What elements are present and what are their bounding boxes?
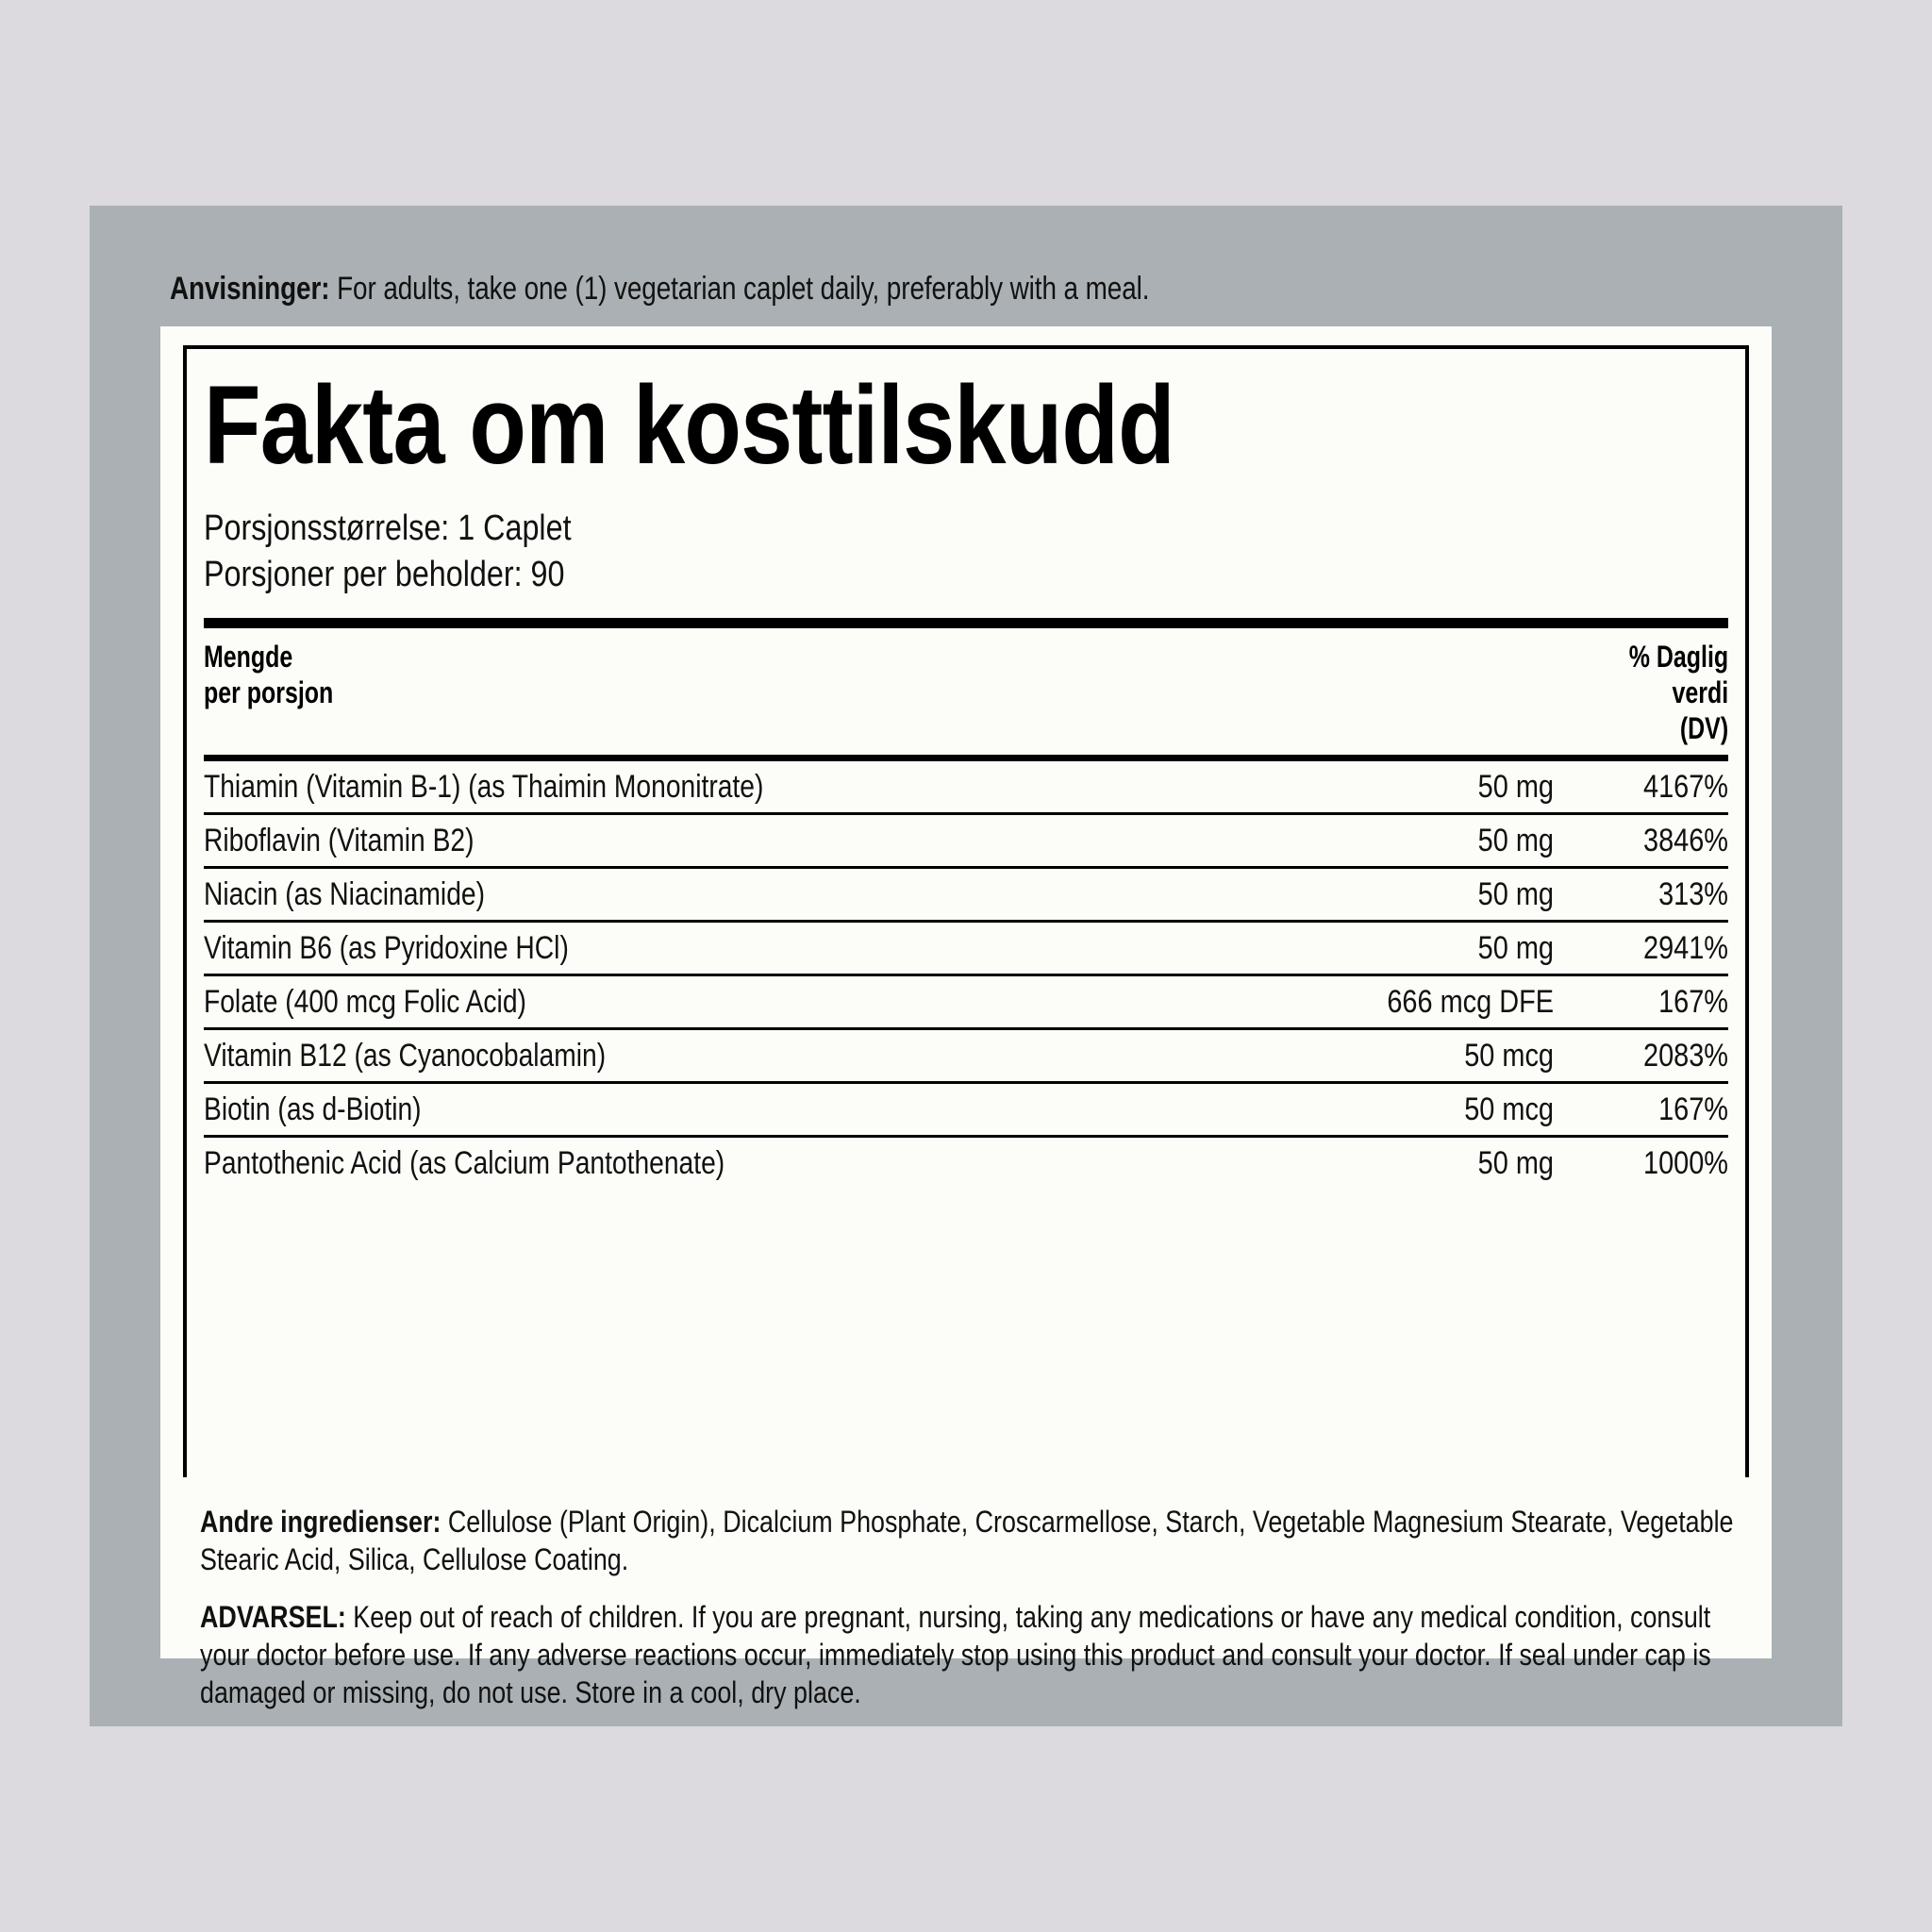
nutrient-daily-value: 167% — [1658, 983, 1728, 1020]
nutrient-table — [204, 761, 1728, 1189]
nutrient-name: Riboflavin (Vitamin B2) — [204, 822, 475, 858]
nutrient-daily-value: 2941% — [1643, 929, 1728, 966]
table-row — [204, 869, 1728, 923]
table-column-headers — [204, 628, 1728, 754]
amount-per-serving-header — [204, 640, 333, 711]
nutrient-name: Pantothenic Acid (as Calcium Pantothenate) — [204, 1144, 725, 1181]
nutrient-daily-value: 167% — [1658, 1091, 1728, 1127]
footnotes — [200, 1504, 1747, 1732]
dv-header-line1: % Daglig — [1628, 640, 1728, 675]
divider-under-headers — [204, 755, 1728, 761]
warning-paragraph — [200, 1599, 1746, 1711]
nutrient-daily-value: 4167% — [1643, 768, 1728, 805]
nutrient-amount: 50 mg — [1477, 929, 1554, 966]
nutrient-amount: 50 mg — [1477, 822, 1554, 858]
nutrient-amount: 50 mcg — [1464, 1037, 1554, 1074]
nutrient-daily-value: 3846% — [1643, 822, 1728, 858]
nutrient-amount: 50 mg — [1477, 875, 1554, 912]
nutrient-name: Vitamin B6 (as Pyridoxine HCl) — [204, 929, 569, 966]
supplement-facts-card — [160, 326, 1772, 1709]
serving-size: Porsjonsstørrelse: 1 Caplet — [204, 508, 572, 548]
directions-label: Anvisninger: — [170, 271, 330, 307]
supplement-facts-box — [183, 345, 1749, 1477]
dv-header-line3: (DV) — [1679, 710, 1728, 745]
amount-header-line2: per porsjon — [204, 675, 334, 709]
nutrient-daily-value: 313% — [1658, 875, 1728, 912]
divider-thick-top — [204, 618, 1728, 628]
table-row — [204, 1084, 1728, 1138]
nutrient-daily-value: 1000% — [1643, 1144, 1728, 1181]
other-ingredients-text: Cellulose (Plant Origin), Dicalcium Phosphate, Croscarmellose, Starch, Vegetable Magnesium Stearate, Vegetable Stearic Acid, Silica, Cellulose Coating. — [200, 1505, 1734, 1576]
nutrient-amount: 50 mg — [1477, 1144, 1554, 1181]
nutrient-daily-value: 2083% — [1643, 1037, 1728, 1074]
dv-header-line2: verdi — [1672, 675, 1728, 709]
nutrient-amount: 50 mg — [1477, 768, 1554, 805]
supplement-label-panel — [90, 206, 1842, 1726]
nutrient-name: Vitamin B12 (as Cyanocobalamin) — [204, 1037, 607, 1074]
daily-value-header — [1629, 640, 1728, 746]
table-row — [204, 1030, 1728, 1084]
amount-header-line1: Mengde — [204, 640, 293, 675]
table-row — [204, 761, 1728, 815]
directions-line — [170, 270, 1485, 308]
table-row — [204, 1138, 1728, 1189]
page-title: Fakta om kosttilskudd — [204, 363, 1174, 488]
warning-text: Keep out of reach of children. If you are pregnant, nursing, taking any medications or have any medical condition, consult your doctor before use. If any adverse reactions occur, immediately stop using this product and consult your doctor. If seal under cap is damaged or missing, do not use. Store in a cool, dry place. — [200, 1600, 1711, 1709]
nutrient-amount: 50 mcg — [1464, 1091, 1554, 1127]
nutrient-amount: 666 mcg DFE — [1387, 983, 1554, 1020]
directions-text: For adults, take one (1) vegetarian caplet daily, preferably with a meal. — [329, 271, 1150, 307]
other-ingredients-paragraph — [200, 1504, 1746, 1578]
other-ingredients-label: Andre ingredienser: — [200, 1505, 441, 1539]
nutrient-name: Biotin (as d-Biotin) — [204, 1091, 422, 1127]
nutrient-name: Folate (400 mcg Folic Acid) — [204, 983, 526, 1020]
servings-per-container: Porsjoner per beholder: 90 — [204, 554, 565, 594]
nutrient-name: Thiamin (Vitamin B-1) (as Thaimin Mononitrate) — [204, 768, 764, 805]
serving-info — [204, 506, 1728, 597]
table-row — [204, 923, 1728, 976]
warning-label: ADVARSEL: — [200, 1600, 346, 1635]
table-row — [204, 815, 1728, 869]
nutrient-name: Niacin (as Niacinamide) — [204, 875, 485, 912]
table-row — [204, 976, 1728, 1030]
